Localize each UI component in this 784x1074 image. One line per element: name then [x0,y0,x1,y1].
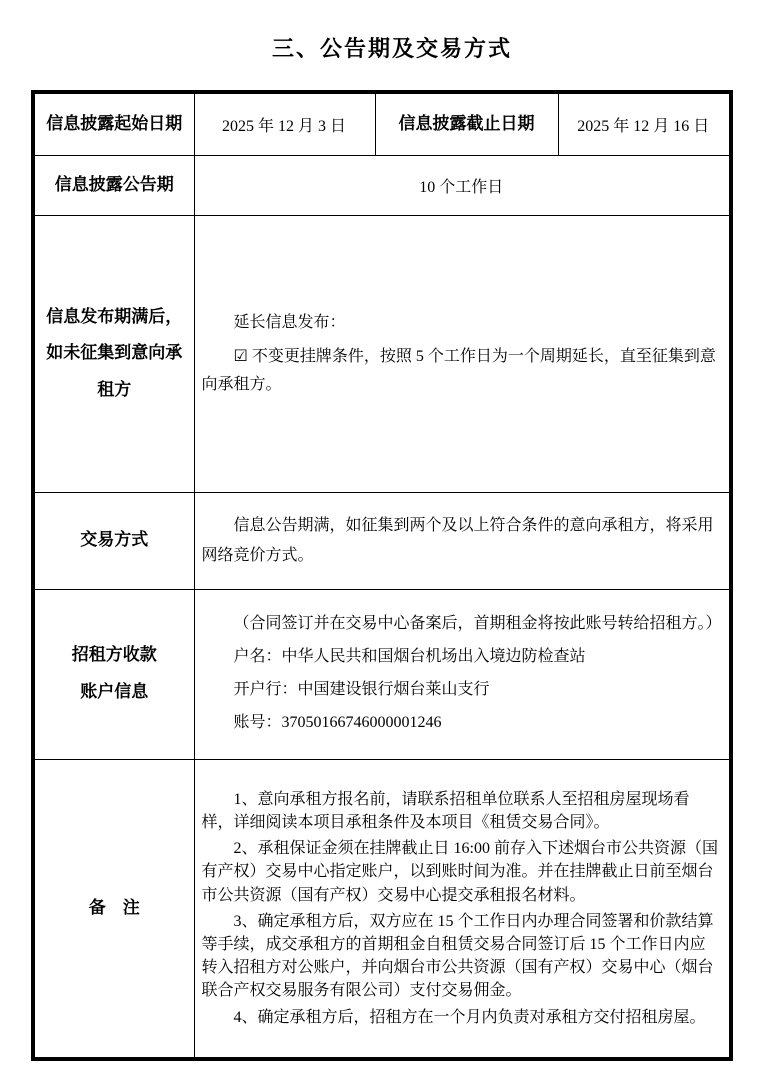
row-trade-method [33,492,731,589]
account-info-label-line1: 招租方收款 [71,645,157,665]
extension-policy-label: 信息发布期满后，如未征集到意向承租方 [33,215,194,492]
account-holder-name: 户名：中华人民共和国烟台机场出入境边防检查站 [233,648,586,666]
disclosure-end-date-value: 2025 年 12 月 16 日 [558,92,731,155]
row-disclosure-dates [33,92,731,155]
disclosure-start-date-value: 2025 年 12 月 3 日 [194,92,375,155]
announcement-table [31,90,733,1061]
remark-item-4: 4、确定承租方后，招租方在一个月内负责对承租方交付招租房屋。 [233,1008,706,1026]
announcement-period-value: 10 个工作日 [194,155,731,215]
extension-option-text: 不变更挂牌条件，按照 5 个工作日为一个周期延长，直至征集到意向承租方。 [201,347,716,393]
row-extension-policy [33,215,731,492]
checkbox-checked-icon: ☑ [233,345,248,365]
remarks-content [194,759,731,1059]
row-announcement-period [33,155,731,215]
account-info-content [194,589,731,759]
remark-item-1: 1、意向承租方报名前，请联系招租单位联系人至招租房屋现场看样，详细阅读本项目承租条件及本项目《租赁交易合同》。 [201,790,690,831]
remark-item-3: 3、确定承租方后，双方应在 15 个工作日内办理合同签署和价款结算等手续，成交承租方的首期租金自租赁交易合同签订后 15 个工作日内应转入招租方对公账户，并向烟台市公共资源（国有产权）交易中心（烟台联合产权交易服务有限公司）支付交易佣金。 [201,912,714,1000]
page-title: 三、公告期及交易方式 [271,36,512,61]
row-account-info [33,589,731,759]
account-info-label [33,589,194,759]
announcement-period-label: 信息披露公告期 [33,155,194,215]
account-number: 账号：37050166746000001246 [233,713,442,731]
remarks-label: 备 注 [33,759,194,1059]
extension-intro-text: 延长信息发布： [233,313,346,331]
remark-item-2: 2、承租保证金须在挂牌截止日 16:00 前存入下述烟台市公共资源（国有产权）交易中心指定账户，以到账时间为准。并在挂牌截止日前至烟台市公共资源（国有产权）交易中心提交承租报名材料。 [201,840,718,904]
extension-option-line [202,342,722,399]
account-transfer-note: （合同签订并在交易中心备案后，首期租金将按此账号转给招租方。） [233,615,722,633]
trade-method-text: 信息公告期满，如征集到两个及以上符合条件的意向承租方，将采用网络竞价方式。 [201,516,714,564]
account-info-label-line2: 账户信息 [80,682,149,701]
account-bank-name: 开户行：中国建设银行烟台莱山支行 [233,681,490,698]
row-remarks [33,759,731,1059]
trade-method-content [194,492,731,589]
extension-policy-content [194,215,731,492]
trade-method-label: 交易方式 [33,492,194,589]
disclosure-start-date-label: 信息披露起始日期 [33,92,194,155]
disclosure-end-date-label: 信息披露截止日期 [375,92,558,155]
